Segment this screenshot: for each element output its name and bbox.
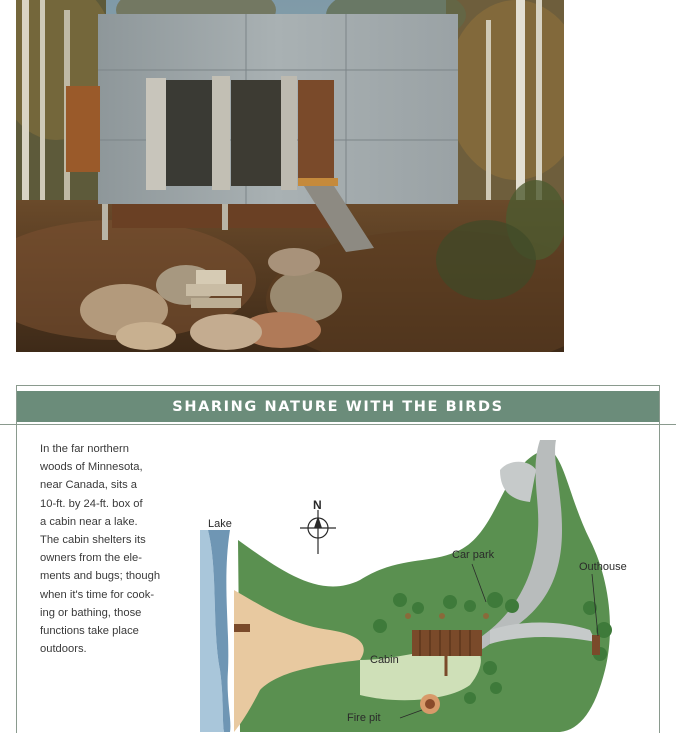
sidebar-body-text: In the far northern woods of Minnesota, near Canada, sits a 10-ft. by 24-ft. box of a cabin near a lake. The cabin shelters its owners from the ele- ments and bugs; though when it's time for cook- ing or bathing, those functions take place outdoors. [40, 443, 161, 656]
sidebar-body [40, 440, 190, 658]
map-label-car-park: Car park [452, 549, 495, 561]
map-label-fire-pit: Fire pit [347, 712, 381, 724]
map-label-cabin: Cabin [370, 654, 399, 666]
cabin-photo-image [16, 0, 564, 352]
map-label-outhouse: Outhouse [579, 561, 627, 573]
site-map [200, 430, 656, 732]
horizontal-rule [0, 424, 676, 425]
cabin-photo [16, 0, 564, 352]
site-map-illustration [200, 430, 656, 732]
compass-north-label: N [313, 498, 322, 512]
compass-rose [300, 510, 336, 554]
sidebar-title: SHARING NATURE WITH THE BIRDS [172, 398, 504, 415]
sidebar-banner [17, 391, 659, 422]
map-label-lake: Lake [208, 518, 232, 530]
